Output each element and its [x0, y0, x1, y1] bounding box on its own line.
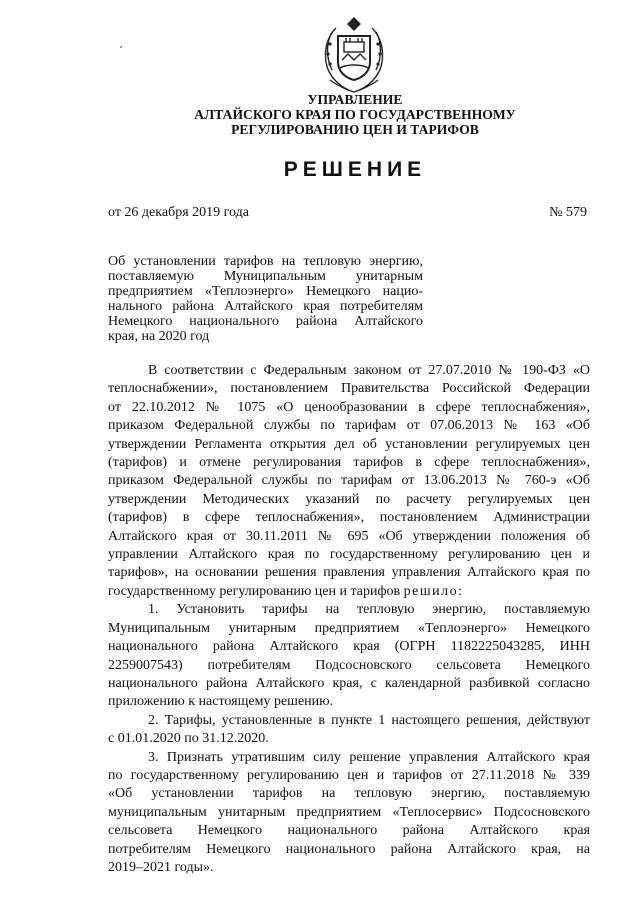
document-title: РЕШЕНИЕ [283, 158, 427, 181]
agency-line: АЛТАЙСКОГО КРАЯ ПО ГОСУДАРСТВЕННОМУ [194, 107, 516, 122]
body-line: от 22.10.2012 № 1075 «О ценообразовании в сфере теплоснабжения», [108, 399, 590, 415]
body-line: утверждении Регламента открытия дел об установлении регулируемых цен [108, 436, 590, 452]
document-date: от 26 декабря 2019 года [108, 205, 249, 220]
body-line: В соответствии с Федеральным законом от 27.07.2010 № 190-ФЗ «О [148, 363, 590, 378]
body-line: (тарифов) в сфере теплоснабжения», постановлением Администрации [108, 510, 590, 526]
body-line: приказом Федеральной службы по тарифам от 07.06.2013 № 163 «Об [108, 418, 590, 434]
body-line: приказом Федеральной службы по тарифам от 13.06.2013 № 760-э «Об [108, 473, 590, 489]
item-2-line: 2. Тарифы, установленные в пункте 1 настоящего решения, действуют [148, 712, 590, 728]
body-line: (тарифов) и отмене регулирования тарифов в сфере теплоснабжения», [108, 455, 590, 471]
item-2-line: с 01.01.2020 по 31.12.2020. [108, 731, 269, 747]
body-line: тарифов», на основании решения правления управления Алтайского края по [108, 565, 590, 581]
item-1-line: 1. Установить тарифы на тепловую энергию, поставляемую [148, 602, 590, 618]
item-3-line: 3. Признать утратившим силу решение управления Алтайского края [148, 749, 590, 765]
body-line: теплоснабжении», постановлением Правительства Российской Федерации [108, 381, 590, 397]
item-1-line: приложению к настоящему решению. [108, 694, 334, 710]
subject-line: нального района Алтайского края потребителям [108, 299, 423, 314]
body-line: управлении Алтайского края по государственному регулированию цен и [108, 547, 590, 563]
item-3-line: муниципальным унитарным предприятием «Теплосервис» Подсосновского [108, 804, 590, 820]
document-body [108, 362, 590, 877]
item-3-line: сельсовета Немецкого национального района Алтайского края [108, 823, 590, 839]
body-line: Алтайского края от 30.11.2011 № 695 «Об утверждении положения об [108, 528, 590, 544]
item-1-line: 2259007543) потребителям Подсосновского сельсовета Немецкого [108, 657, 590, 673]
agency-line: УПРАВЛЕНИЕ [307, 92, 403, 107]
item-1-line: Муниципальным унитарным предприятием «Теплоэнерго» Немецкого [108, 620, 590, 636]
subject-line: Об установлении тарифов на тепловую энергию, [108, 254, 423, 269]
item-3-line: по государственному регулированию цен и тарифов от 27.11.2018 № 339 [108, 767, 590, 783]
agency-name [150, 92, 560, 137]
decision-word: решило [403, 583, 459, 599]
item-3-line: «Об установлении тарифов на тепловую энергию, поставляемую [108, 786, 590, 802]
document-subject [108, 254, 423, 344]
agency-line: РЕГУЛИРОВАНИЮ ЦЕН И ТАРИФОВ [231, 122, 479, 137]
body-text: государственному регулированию цен и тарифов [108, 583, 401, 599]
item-3-line: 2019–2021 годы». [108, 859, 214, 875]
scan-speck [120, 46, 122, 48]
body-line: утверждении Методических указаний по расчету регулируемых цен [108, 491, 590, 507]
body-text: : [458, 583, 463, 599]
body-line [108, 583, 590, 601]
item-3-line: потребителям Немецкого национального района Алтайского края, на [108, 841, 590, 857]
coat-of-arms-emblem [314, 14, 394, 94]
subject-line: предприятием «Теплоэнерго» Немецкого нацио- [108, 284, 423, 299]
subject-line: поставляемую Муниципальным унитарным [108, 269, 423, 284]
subject-line: Немецкого национального района Алтайского [108, 314, 423, 329]
document-number: № 579 [549, 205, 587, 220]
subject-line: края, на 2020 год [108, 329, 210, 344]
item-1-line: национального района Алтайского края (ОГРН 1182225043285, ИНН [108, 639, 590, 655]
item-1-line: национального района Алтайского края, с календарной разбивкой согласно [108, 675, 590, 691]
